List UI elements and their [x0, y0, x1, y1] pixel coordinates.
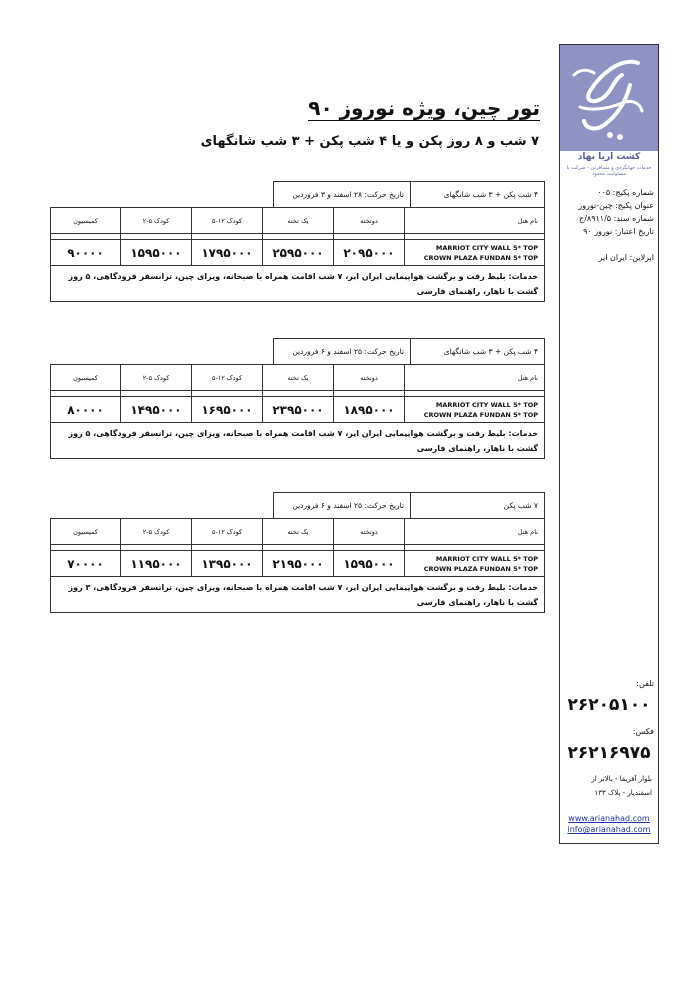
hotel-cell	[404, 397, 544, 422]
col-single: یک تخته	[262, 365, 333, 390]
email-link[interactable]: info@arianahad.com	[567, 825, 651, 834]
package-title: عنوان پکیج: چین-نوروز	[578, 201, 654, 210]
price-commission: ۹۰۰۰۰	[67, 245, 104, 260]
table-row	[51, 551, 544, 577]
package-header	[273, 492, 545, 518]
col-hotel: نام هتل	[404, 208, 544, 233]
page-subtitle: ۷ شب و ۸ روز پکن و یا ۴ شب پکن + ۳ شب شانگهای	[200, 134, 539, 149]
table-header-row	[51, 208, 544, 234]
hotel-cell	[404, 551, 544, 576]
col-commission: کمیسیون	[73, 527, 98, 536]
col-commission: کمیسیون	[73, 216, 98, 225]
website-link[interactable]: www.arianahad.com	[568, 814, 650, 823]
address-line-2: اسفندیار - پلاک ۱۳۳	[594, 789, 652, 797]
price-child-2-5: ۱۱۹۵۰۰۰	[120, 551, 191, 576]
agency-sidebar	[559, 44, 659, 844]
departure-date: تاریخ حرکت: ۲۵ اسفند و ۶ فروردین	[292, 501, 404, 510]
price-child-2-5: ۱۴۹۵۰۰۰	[120, 397, 191, 422]
col-child-2-5: کودک ۵-۲	[120, 519, 191, 544]
validity-date: تاریخ اعتبار: نوروز ۹۰	[583, 227, 654, 236]
price-child-5-12: ۱۳۹۵۰۰۰	[191, 551, 262, 576]
package-number: شماره پکیج: ۰۰۵	[597, 188, 654, 197]
hotel-name: MARRIOT CITY WALL 5* TOP	[435, 554, 538, 563]
col-double: دوتخته	[333, 208, 404, 233]
table-row	[51, 240, 544, 266]
price-child-5-12: ۱۷۹۵۰۰۰	[191, 240, 262, 265]
package-header	[273, 338, 545, 364]
col-hotel: نام هتل	[404, 519, 544, 544]
col-hotel: نام هتل	[404, 365, 544, 390]
package-header	[273, 181, 545, 207]
col-double: دوتخته	[333, 365, 404, 390]
page-title: تور چین، ویژه نوروز ۹۰	[308, 96, 540, 120]
phone-label: تلفن:	[636, 679, 654, 688]
services-text: خدمات: بلیط رفت و برگشت هواپیمایی ایران ایر، ۷ شب اقامت همراه با صبحانه، ویزای چین، ترانسفر فرودگاهی، ۵ روز گشت با ناهار، راهنمای فارسی	[68, 272, 538, 296]
hotel-name: MARRIOT CITY WALL 5* TOP	[435, 243, 538, 252]
col-single: یک تخته	[262, 519, 333, 544]
contact-links	[560, 813, 658, 835]
agency-logo	[560, 45, 658, 151]
table-header-row	[51, 365, 544, 391]
price-table	[50, 518, 545, 613]
logo-subcaption: خدمات جهانگردی و مسافرتی - شرکت با مسئولیت محدود	[566, 165, 652, 177]
airline: ایرلاین: ایران ایر	[598, 253, 654, 262]
price-single: ۲۱۹۵۰۰۰	[262, 551, 333, 576]
services-text: خدمات: بلیط رفت و برگشت هواپیمایی ایران ایر، ۷ شب اقامت همراه با صبحانه، ویزای چین، ترانسفر فرودگاهی، ۳ روز گشت با ناهار، راهنمای فارسی	[68, 583, 538, 607]
col-child-2-5: کودک ۵-۲	[120, 208, 191, 233]
price-commission: ۸۰۰۰۰	[67, 402, 104, 417]
hotel-name: CROWN PLAZA FUNDAN 5* TOP	[423, 253, 538, 262]
document-number: شماره سند: ۸۹۱۱/۵/ج	[579, 214, 654, 223]
price-commission: ۷۰۰۰۰	[67, 556, 104, 571]
phone-number: ۲۶۲۰۵۱۰۰	[567, 695, 651, 715]
hotel-cell	[404, 240, 544, 265]
package-name: ۴ شب پکن + ۳ شب شانگهای	[410, 182, 544, 207]
calligraphy-logo-icon	[560, 45, 658, 151]
table-header-row	[51, 519, 544, 545]
fax-number: ۲۶۲۱۶۹۷۵	[567, 743, 651, 763]
col-child-2-5: کودک ۵-۲	[120, 365, 191, 390]
logo-caption: کشت اریا نهاد	[577, 152, 641, 162]
col-child-5-12: کودک ۱۲-۵	[191, 208, 262, 233]
services-text: خدمات: بلیط رفت و برگشت هواپیمایی ایران ایر، ۷ شب اقامت همراه با صبحانه، ویزای چین، ترانسفر فرودگاهی، ۵ روز گشت با ناهار، راهنمای فارسی	[68, 429, 538, 453]
price-double: ۲۰۹۵۰۰۰	[333, 240, 404, 265]
address-line-1: بلوار آفریقا - بالاتر از	[591, 775, 652, 783]
col-child-5-12: کودک ۱۲-۵	[191, 519, 262, 544]
price-child-5-12: ۱۶۹۵۰۰۰	[191, 397, 262, 422]
fax-label: فکس:	[632, 727, 654, 736]
departure-date: تاریخ حرکت: ۲۵ اسفند و ۶ فروردین	[292, 347, 404, 356]
col-child-5-12: کودک ۱۲-۵	[191, 365, 262, 390]
hotel-name: CROWN PLAZA FUNDAN 5* TOP	[423, 564, 538, 573]
table-row	[51, 397, 544, 423]
price-table	[50, 364, 545, 459]
price-table	[50, 207, 545, 302]
col-single: یک تخته	[262, 208, 333, 233]
hotel-name: MARRIOT CITY WALL 5* TOP	[435, 400, 538, 409]
package-name: ۴ شب پکن + ۳ شب شانگهای	[410, 339, 544, 364]
price-double: ۱۸۹۵۰۰۰	[333, 397, 404, 422]
col-double: دوتخته	[333, 519, 404, 544]
price-single: ۲۵۹۵۰۰۰	[262, 240, 333, 265]
hotel-name: CROWN PLAZA FUNDAN 5* TOP	[423, 410, 538, 419]
departure-date: تاریخ حرکت: ۲۸ اسفند و ۳ فروردین	[292, 190, 404, 199]
package-name: ۷ شب پکن	[410, 493, 544, 518]
col-commission: کمیسیون	[73, 373, 98, 382]
price-child-2-5: ۱۵۹۵۰۰۰	[120, 240, 191, 265]
price-single: ۲۳۹۵۰۰۰	[262, 397, 333, 422]
price-double: ۱۵۹۵۰۰۰	[333, 551, 404, 576]
